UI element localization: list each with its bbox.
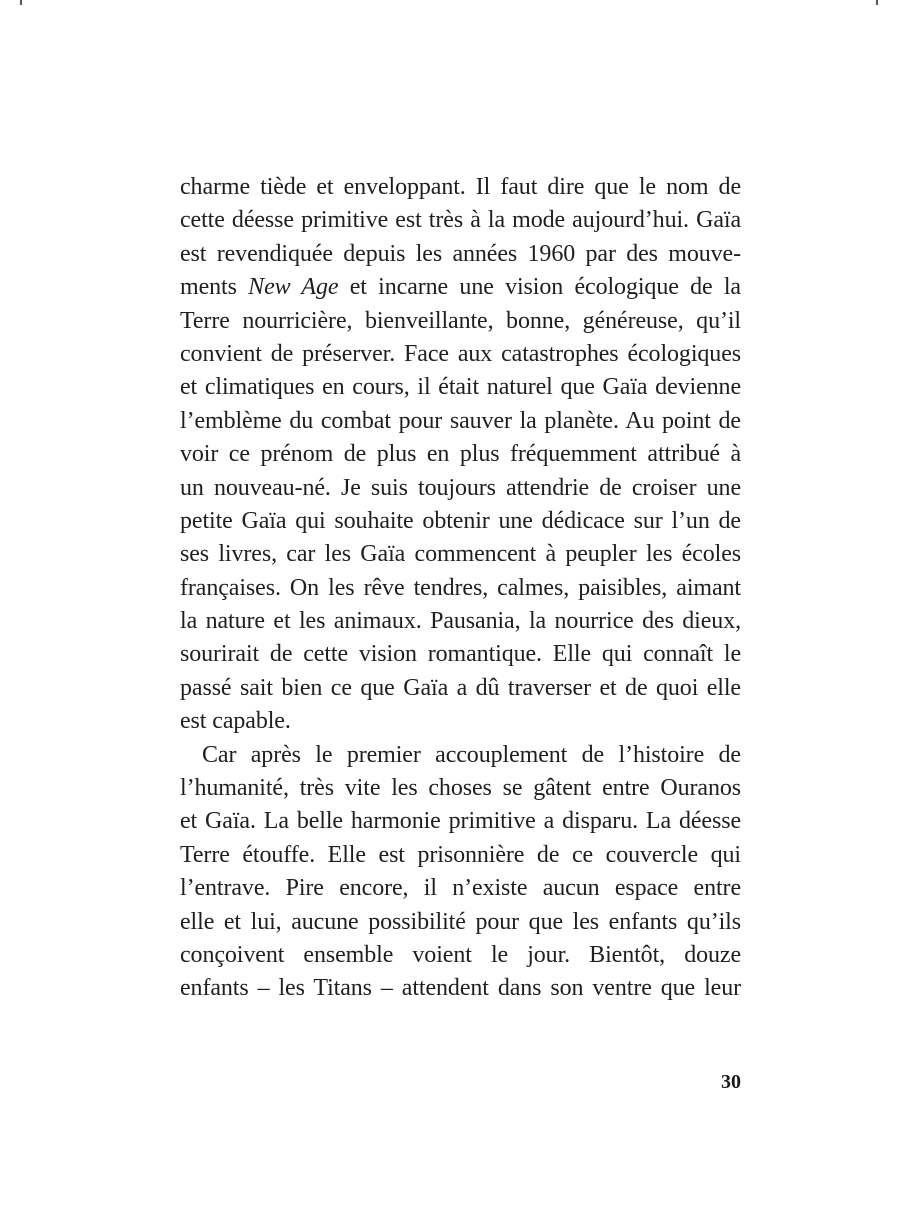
crop-mark-right bbox=[876, 0, 878, 5]
text-line bbox=[180, 305, 741, 338]
text-segment: françaises. On les rêve tendres, calmes, paisibles, aimant bbox=[180, 574, 741, 601]
body-text bbox=[180, 171, 741, 1006]
text-line bbox=[180, 271, 741, 304]
text-segment: l’emblème du combat pour sauver la planète. Au point de bbox=[180, 407, 741, 434]
text-segment: Terre nourricière, bienveillante, bonne, généreuse, qu’il bbox=[180, 307, 741, 334]
text-line bbox=[180, 872, 741, 905]
text-segment: Car après le premier accouplement de l’histoire de bbox=[202, 741, 741, 768]
text-segment: l’humanité, très vite les choses se gâtent entre Ouranos bbox=[180, 775, 741, 802]
text-segment: et Gaïa. La belle harmonie primitive a disparu. La déesse bbox=[180, 808, 741, 835]
text-line bbox=[180, 338, 741, 371]
text-line bbox=[180, 839, 741, 872]
text-line bbox=[180, 972, 741, 1005]
italic-text: New Age bbox=[248, 274, 339, 301]
text-segment: petite Gaïa qui souhaite obtenir une dédicace sur l’un de bbox=[180, 507, 741, 534]
text-segment: passé sait bien ce que Gaïa a dû traverser et de quoi elle bbox=[180, 674, 741, 701]
text-segment: Terre étouffe. Elle est prisonnière de ce couvercle qui bbox=[180, 841, 741, 868]
text-line bbox=[180, 739, 741, 772]
text-segment: enfants – les Titans – attendent dans son ventre que leur bbox=[180, 975, 741, 1002]
text-line bbox=[180, 572, 741, 605]
text-segment: charme tiède et enveloppant. Il faut dire que le nom de bbox=[180, 174, 741, 200]
text-line bbox=[180, 638, 741, 671]
text-line bbox=[180, 772, 741, 805]
text-line bbox=[180, 472, 741, 505]
text-segment: sourirait de cette vision romantique. Elle qui connaît le bbox=[180, 641, 741, 668]
text-segment: elle et lui, aucune possibilité pour que les enfants qu’ils bbox=[180, 908, 741, 935]
crop-mark-left bbox=[20, 0, 22, 5]
text-segment: et climatiques en cours, il était naturel que Gaïa devienne bbox=[180, 374, 741, 401]
text-line bbox=[180, 906, 741, 939]
text-segment: est revendiquée depuis les années 1960 par des mouve- bbox=[180, 240, 741, 267]
text-segment: ses livres, car les Gaïa commencent à peupler les écoles bbox=[180, 541, 741, 568]
text-segment: ments bbox=[180, 274, 249, 301]
text-segment: la nature et les animaux. Pausania, la nourrice des dieux, bbox=[180, 608, 741, 635]
text-line bbox=[180, 505, 741, 538]
text-line bbox=[180, 939, 741, 972]
text-line bbox=[180, 438, 741, 471]
text-segment: convient de préserver. Face aux catastrophes écologiques bbox=[180, 340, 741, 367]
text-line bbox=[180, 371, 741, 404]
text-line bbox=[180, 672, 741, 705]
text-line bbox=[180, 605, 741, 638]
text-segment: conçoivent ensemble voient le jour. Bientôt, douze bbox=[180, 941, 741, 968]
text-line bbox=[180, 171, 741, 204]
text-line bbox=[180, 405, 741, 438]
text-segment: un nouveau-né. Je suis toujours attendrie de croiser une bbox=[180, 474, 741, 501]
page-number: 30 bbox=[721, 1071, 741, 1093]
text-line bbox=[180, 538, 741, 571]
text-segment: voir ce prénom de plus en plus fréquemment attribué à bbox=[180, 441, 741, 468]
text-segment: est capable. bbox=[180, 708, 291, 735]
text-line bbox=[180, 204, 741, 237]
text-line bbox=[180, 805, 741, 838]
text-line bbox=[180, 705, 741, 738]
text-segment: cette déesse primitive est très à la mode aujourd’hui. Gaïa bbox=[180, 207, 741, 234]
text-segment: et incarne une vision écologique de la bbox=[338, 274, 741, 301]
text-line bbox=[180, 238, 741, 271]
text-segment: l’entrave. Pire encore, il n’existe aucun espace entre bbox=[180, 875, 741, 902]
